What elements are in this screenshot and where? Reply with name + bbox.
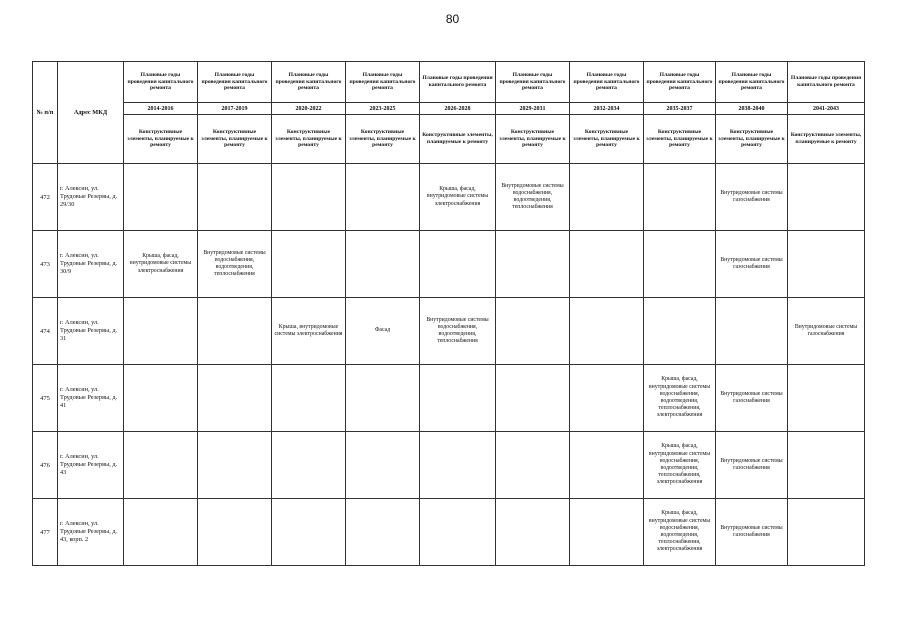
repair-cell: Внутридомовые системы газоснабжения bbox=[716, 365, 788, 432]
repair-cell bbox=[496, 365, 570, 432]
repair-cell bbox=[198, 164, 272, 231]
repair-cell bbox=[198, 432, 272, 499]
repair-cell: Внутридомовые системы газоснабжения bbox=[716, 432, 788, 499]
table-row bbox=[33, 499, 865, 566]
header-years: 2014-2016 bbox=[124, 103, 198, 115]
repair-cell: Внутридомовые системы газоснабжения bbox=[716, 164, 788, 231]
repair-cell bbox=[198, 365, 272, 432]
header-group-title: Плановые годы проведения капитального ремонта bbox=[420, 62, 496, 103]
row-number: 474 bbox=[33, 298, 58, 365]
header-years: 2017-2019 bbox=[198, 103, 272, 115]
row-number: 476 bbox=[33, 432, 58, 499]
repair-cell bbox=[570, 231, 644, 298]
repair-cell bbox=[272, 231, 346, 298]
repair-cell bbox=[788, 164, 865, 231]
repair-cell bbox=[346, 164, 420, 231]
repair-cell bbox=[788, 499, 865, 566]
repair-cell bbox=[716, 298, 788, 365]
repair-cell: Внутридомовые системы водоснабжения, водоотведения, теплоснабжения bbox=[496, 164, 570, 231]
repair-cell bbox=[570, 298, 644, 365]
repair-cell bbox=[788, 365, 865, 432]
header-sub: Конструктивные элементы, планируемые к ремонту bbox=[644, 115, 716, 164]
repair-cell bbox=[346, 365, 420, 432]
header-sub: Конструктивные элементы, планируемые к ремонту bbox=[420, 115, 496, 164]
repair-cell bbox=[124, 164, 198, 231]
row-address: г. Алексин, ул. Трудовые Резервы, д. 43 bbox=[58, 432, 124, 499]
repair-cell: Крыша, фасад, внутридомовые системы электроснабжения bbox=[124, 231, 198, 298]
repair-cell: Крыша, фасад, внутридомовые системы водоснабжения, водоотведения, теплоснабжения, электроснабжения bbox=[644, 499, 716, 566]
repair-cell bbox=[570, 164, 644, 231]
capital-repair-table bbox=[32, 61, 865, 566]
repair-cell bbox=[496, 432, 570, 499]
header-group-title: Плановые годы проведения капитального ремонта bbox=[716, 62, 788, 103]
repair-cell: Внутридомовые системы газоснабжения bbox=[788, 298, 865, 365]
repair-cell bbox=[420, 432, 496, 499]
header-row-subtitles bbox=[33, 115, 865, 164]
row-address: г. Алексин, ул. Трудовые Резервы, д. 41 bbox=[58, 365, 124, 432]
repair-cell bbox=[420, 231, 496, 298]
header-sub: Конструктивные элементы, планируемые к ремонту bbox=[272, 115, 346, 164]
header-group-title: Плановые годы проведения капитального ремонта bbox=[272, 62, 346, 103]
repair-cell: Крыша, внутридомовые системы электроснабжения bbox=[272, 298, 346, 365]
header-group-title: Плановые годы проведения капитального ремонта bbox=[644, 62, 716, 103]
header-years: 2035-2037 bbox=[644, 103, 716, 115]
repair-cell bbox=[272, 499, 346, 566]
table-row bbox=[33, 365, 865, 432]
repair-cell: Внутридомовые системы водоснабжения, водоотведения, теплоснабжения bbox=[198, 231, 272, 298]
header-years: 2029-2031 bbox=[496, 103, 570, 115]
table-row bbox=[33, 298, 865, 365]
repair-cell: Крыша, фасад, внутридомовые системы электроснабжения bbox=[420, 164, 496, 231]
row-address: г. Алексин, ул. Трудовые Резервы, д. 31 bbox=[58, 298, 124, 365]
repair-cell bbox=[644, 231, 716, 298]
header-sub: Конструктивные элементы, планируемые к ремонту bbox=[124, 115, 198, 164]
repair-cell: Крыша, фасад, внутридомовые системы водоснабжения, водоотведения, теплоснабжения, электроснабжения bbox=[644, 365, 716, 432]
repair-cell bbox=[420, 365, 496, 432]
repair-cell bbox=[644, 164, 716, 231]
table-row bbox=[33, 164, 865, 231]
header-sub: Конструктивные элементы, планируемые к ремонту bbox=[570, 115, 644, 164]
header-sub: Конструктивные элементы, планируемые к ремонту bbox=[788, 115, 865, 164]
repair-cell bbox=[272, 365, 346, 432]
table-row bbox=[33, 231, 865, 298]
repair-cell bbox=[788, 432, 865, 499]
repair-cell: Внутридомовые системы водоснабжения, водоотведения, теплоснабжения bbox=[420, 298, 496, 365]
header-years: 2020-2022 bbox=[272, 103, 346, 115]
header-years: 2032-2034 bbox=[570, 103, 644, 115]
header-group-title: Плановые годы проведения капитального ремонта bbox=[124, 62, 198, 103]
page-number: 80 bbox=[445, 12, 460, 26]
header-sub: Конструктивные элементы, планируемые к ремонту bbox=[198, 115, 272, 164]
header-row-years bbox=[33, 103, 865, 115]
header-group-title: Плановые годы проведения капитального ремонта bbox=[198, 62, 272, 103]
repair-cell bbox=[644, 298, 716, 365]
header-number: № п/п bbox=[33, 62, 58, 164]
repair-cell bbox=[496, 231, 570, 298]
row-address: г. Алексин, ул. Трудовые Резервы, д. 29/30 bbox=[58, 164, 124, 231]
repair-cell bbox=[420, 499, 496, 566]
repair-cell bbox=[124, 298, 198, 365]
header-sub: Конструктивные элементы, планируемые к ремонту bbox=[716, 115, 788, 164]
repair-cell bbox=[124, 499, 198, 566]
repair-cell: Фасад bbox=[346, 298, 420, 365]
repair-cell bbox=[272, 164, 346, 231]
repair-cell bbox=[198, 298, 272, 365]
header-group-title: Плановые годы проведения капитального ремонта bbox=[788, 62, 865, 103]
header-sub: Конструктивные элементы, планируемые к ремонту bbox=[346, 115, 420, 164]
repair-cell bbox=[496, 298, 570, 365]
row-number: 477 bbox=[33, 499, 58, 566]
header-address: Адрес МКД bbox=[58, 62, 124, 164]
row-number: 475 bbox=[33, 365, 58, 432]
repair-cell bbox=[124, 432, 198, 499]
header-group-title: Плановые годы проведения капитального ремонта bbox=[346, 62, 420, 103]
header-group-title: Плановые годы проведения капитального ремонта bbox=[570, 62, 644, 103]
header-group-title: Плановые годы проведения капитального ремонта bbox=[496, 62, 570, 103]
repair-cell bbox=[570, 432, 644, 499]
repair-cell bbox=[346, 432, 420, 499]
row-number: 472 bbox=[33, 164, 58, 231]
header-years: 2023-2025 bbox=[346, 103, 420, 115]
repair-cell bbox=[788, 231, 865, 298]
header-row-titles bbox=[33, 62, 865, 103]
row-address: г. Алексин, ул. Трудовые Резервы, д. 30/9 bbox=[58, 231, 124, 298]
repair-cell bbox=[124, 365, 198, 432]
repair-cell bbox=[496, 499, 570, 566]
repair-cell: Внутридомовые системы газоснабжения bbox=[716, 231, 788, 298]
repair-cell: Внутридомовые системы газоснабжения bbox=[716, 499, 788, 566]
header-sub: Конструктивные элементы, планируемые к ремонту bbox=[496, 115, 570, 164]
repair-cell bbox=[272, 432, 346, 499]
table-row bbox=[33, 432, 865, 499]
header-years: 2026-2028 bbox=[420, 103, 496, 115]
repair-cell bbox=[346, 231, 420, 298]
repair-cell bbox=[570, 365, 644, 432]
row-address: г. Алексин, ул. Трудовые Резервы, д. 43, корп. 2 bbox=[58, 499, 124, 566]
repair-cell bbox=[346, 499, 420, 566]
repair-cell bbox=[198, 499, 272, 566]
header-years: 2041-2043 bbox=[788, 103, 865, 115]
row-number: 473 bbox=[33, 231, 58, 298]
header-years: 2038-2040 bbox=[716, 103, 788, 115]
repair-cell bbox=[570, 499, 644, 566]
repair-cell: Крыша, фасад, внутридомовые системы водоснабжения, водоотведения, теплоснабжения, электроснабжения bbox=[644, 432, 716, 499]
